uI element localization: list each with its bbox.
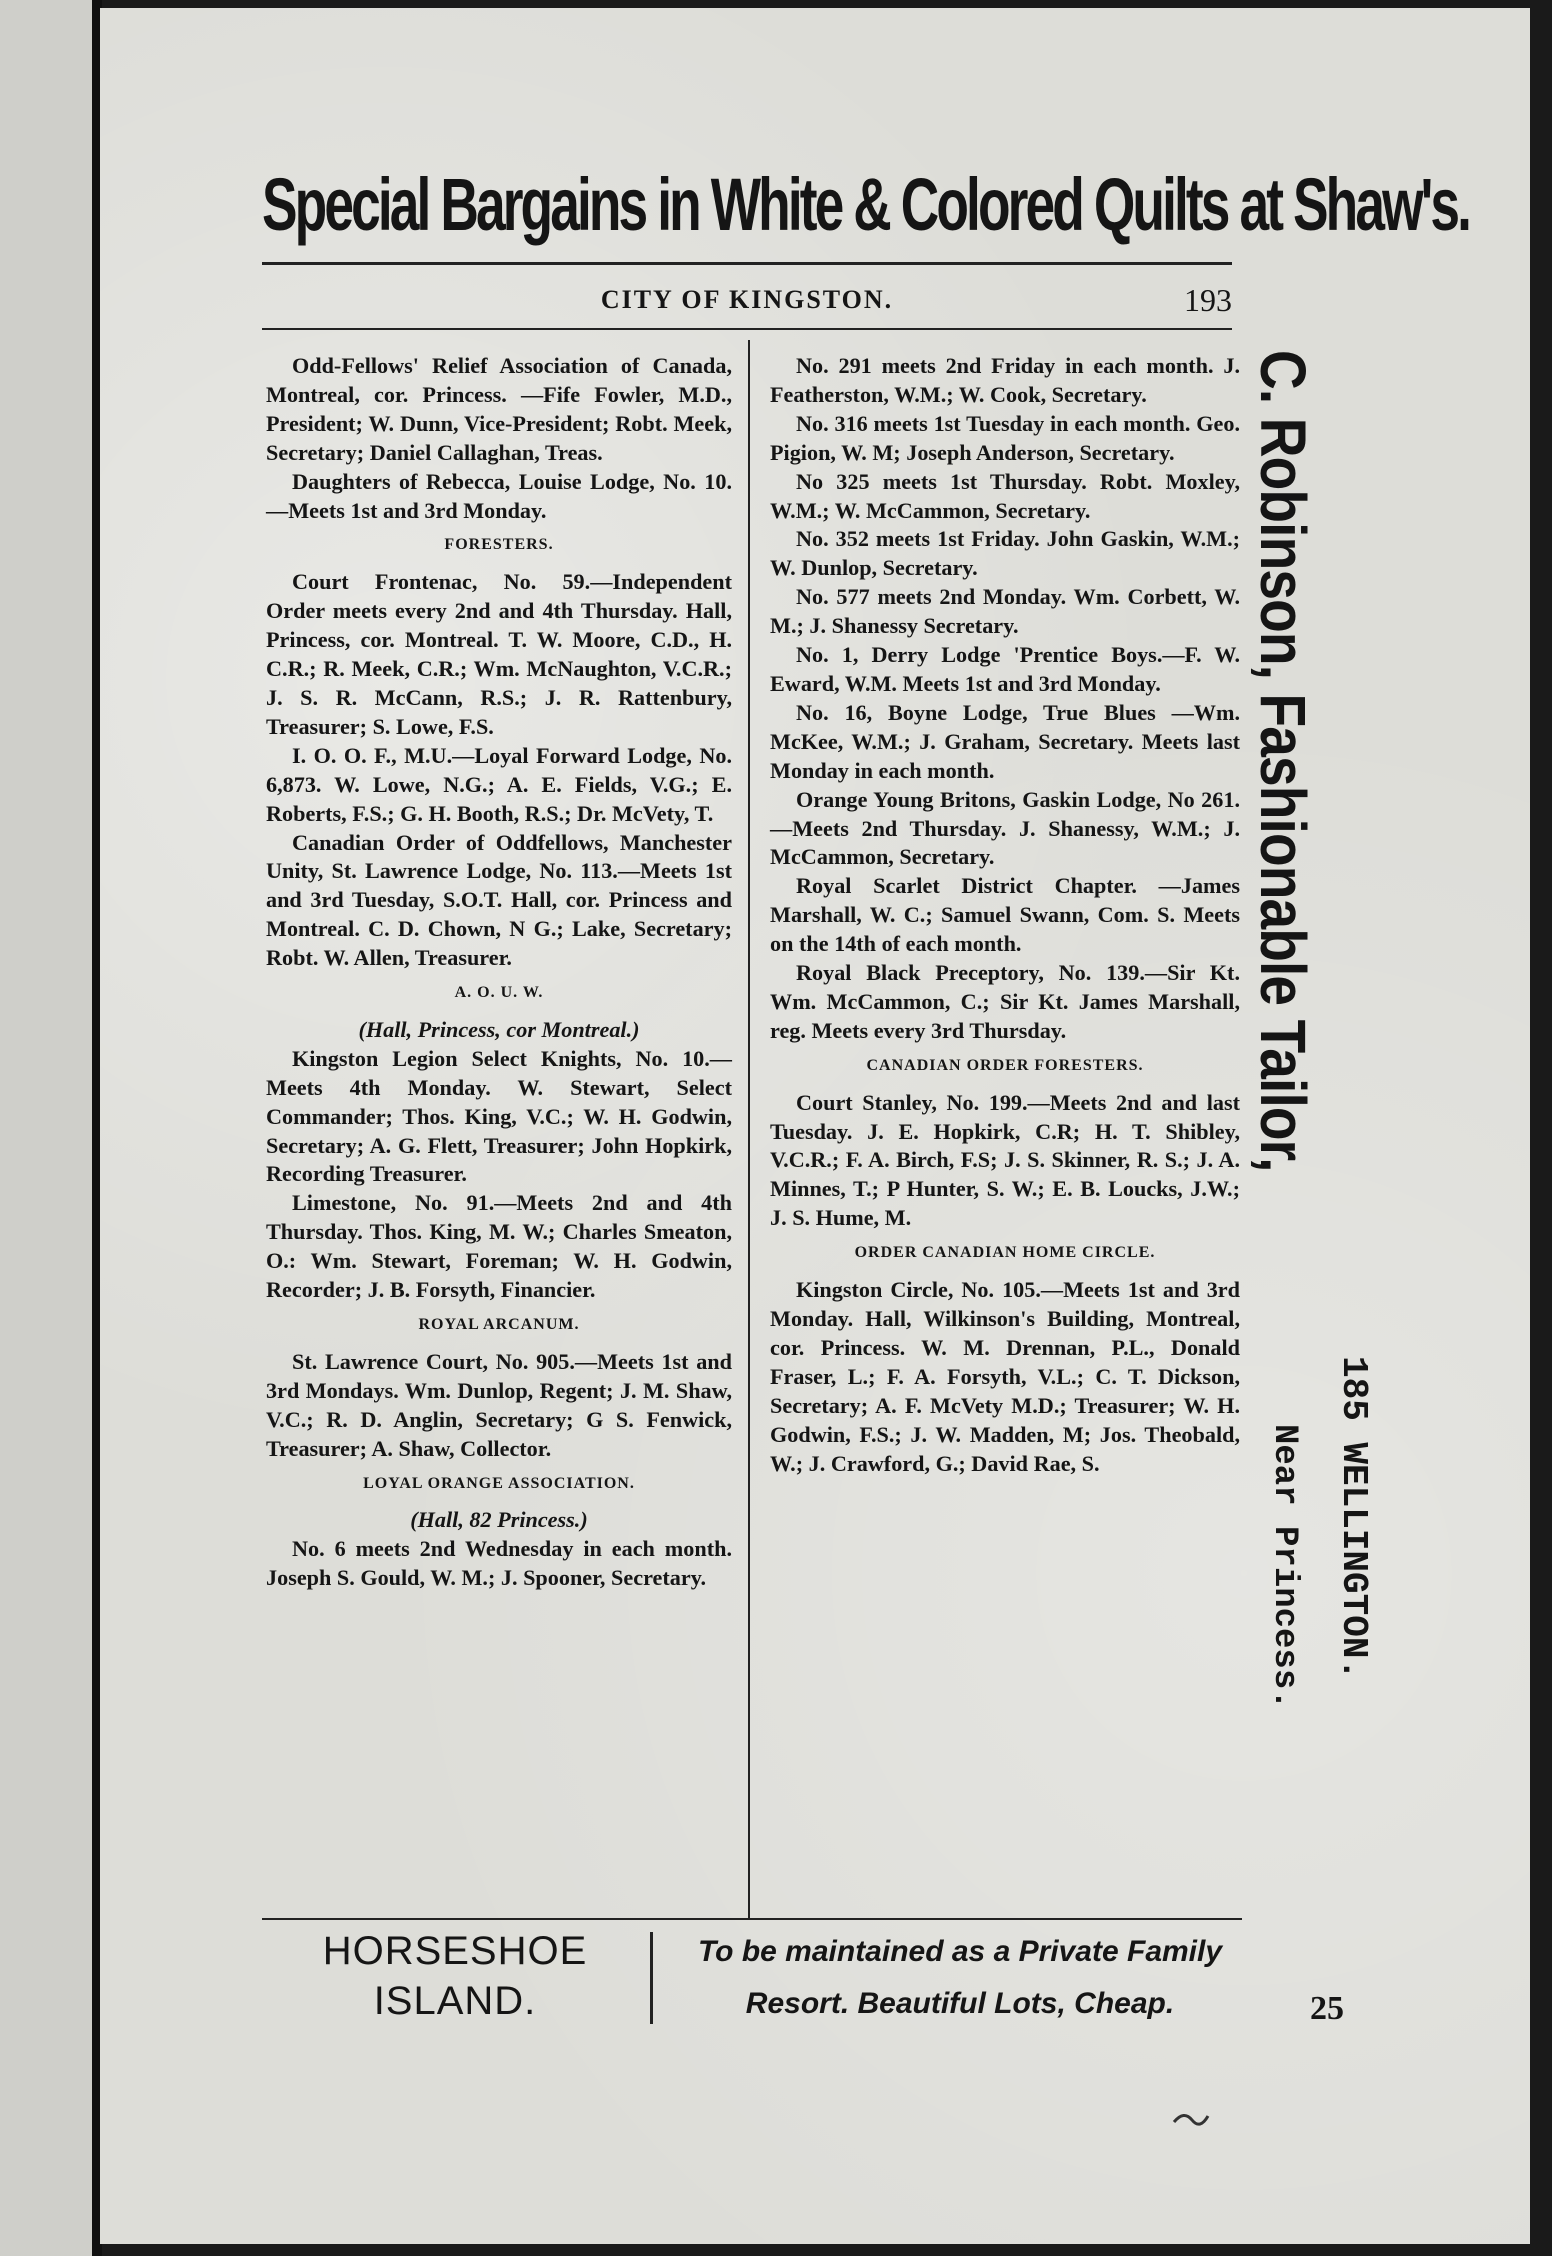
- footer-divider: [650, 1932, 653, 2024]
- entry-orange-young-britons: Orange Young Britons, Gaskin Lodge, No 261.—Meets 2nd Thursday. J. Shanessy, W.M.; J. McCammon, Secretary.: [770, 786, 1240, 870]
- entry-st-lawrence-court: St. Lawrence Court, No. 905.—Meets 1st and 3rd Mondays. Wm. Dunlop, Regent; J. M. Shaw, V.C.; R. D. Anglin, Secretary; G S. Fenwick, Treasurer; A. Shaw, Collector.: [266, 1348, 732, 1461]
- column-divider: [748, 340, 750, 1920]
- entry-court-stanley: Court Stanley, No. 199.—Meets 2nd and last Tuesday. J. E. Hopkirk, C.R; H. T. Shibley, V.C.R.; F. A. Birch, F.S; J. S. Skinner, R. S.; J. A. Minnes, T.; P Hunter, S. W.; E. B. Loucks, J.W.; J. S. Hume, M.: [770, 1089, 1240, 1231]
- footer-advertisement-promo: [670, 1926, 1250, 2030]
- entry-court-frontenac: Court Frontenac, No. 59.—Independent Order meets every 2nd and 4th Thursday. Hall, Princess, cor. Montreal. T. W. Moore, C.D., H. C.R.; R. Meek, C.R.; Wm. McNaughton, V.C.R.; J. S. R. McCann, R.S.; J. R. Rattenbury, Treasurer; S. Lowe, F.S.: [266, 569, 732, 739]
- running-head-rule: [262, 328, 1232, 330]
- signature-mark: 25: [1310, 1990, 1344, 2027]
- page-number: 193: [1184, 282, 1232, 318]
- section-subheading-aouw-hall: (Hall, Princess, cor Montreal.): [358, 1016, 640, 1042]
- section-heading-foresters: FORESTERS.: [444, 536, 554, 554]
- section-heading-home-circle: ORDER CANADIAN HOME CIRCLE.: [854, 1244, 1156, 1262]
- entry-no-325: No 325 meets 1st Thursday. Robt. Moxley, W.M.; W. McCammon, Secretary.: [770, 468, 1240, 523]
- running-head-city: CITY OF KINGSTON.: [600, 285, 894, 314]
- entry-oddfellows-relief: Odd-Fellows' Relief Association of Canada, Montreal, cor. Princess. —Fife Fowler, M.D., President; W. Dunn, Vice-President; Robt. Meek, Secretary; Daniel Callaghan, Treas.: [266, 353, 732, 465]
- header-rule: [262, 262, 1232, 265]
- section-heading-canadian-order-foresters: CANADIAN ORDER FORESTERS.: [866, 1056, 1144, 1074]
- section-heading-royal-arcanum: ROYAL ARCANUM.: [418, 1316, 580, 1333]
- header-advertisement: Special Bargains in White & Colored Quilts at Shaw's.: [262, 163, 1470, 246]
- footer-promo-line-1: To be maintained as a Private Family: [697, 1935, 1223, 1968]
- footer-name-line-2: ISLAND.: [373, 1979, 537, 2023]
- side-advertisement-near: Near Princess.: [1265, 1424, 1303, 1710]
- entry-kingston-circle: Kingston Circle, No. 105.—Meets 1st and 3rd Monday. Hall, Wilkinson's Building, Montreal, cor. Princess. W. M. Drennan, P.L., Donald Fraser, L.; F. A. Forsyth, V.L.; C. T. Dickson, Secretary; A. F. McVety M.D.; Treasurer; W. H. Godwin, F.S.; J. W. Madden, M; Jos. Theobald, W.; J. Crawford, G.; David Rae, S.: [770, 1277, 1240, 1476]
- entry-royal-scarlet: Royal Scarlet District Chapter. —James Marshall, W. C.; Samuel Swann, Com. S. Meets on the 14th of each month.: [770, 873, 1240, 957]
- entry-no-577: No. 577 meets 2nd Monday. Wm. Corbett, W. M.; J. Shanessy Secretary.: [770, 584, 1240, 639]
- entry-derry-lodge: No. 1, Derry Lodge 'Prentice Boys.—F. W. Eward, W.M. Meets 1st and 3rd Monday.: [770, 642, 1240, 696]
- entry-boyne-lodge: No. 16, Boyne Lodge, True Blues —Wm. McKee, W.M.; J. Graham, Secretary. Meets last Monday in each month.: [770, 699, 1240, 783]
- footer-name-line-1: HORSESHOE: [322, 1929, 588, 1973]
- side-advertisement-title-text: C. Robinson, Fashionable Tailor,: [1247, 350, 1319, 1172]
- entry-kingston-legion: Kingston Legion Select Knights, No. 10.—Meets 4th Monday. W. Stewart, Select Commander; Thos. King, V.C.; W. H. Godwin, Secretary; A. G. Flett, Treasurer; John Hopkirk, Recording Treasurer.: [266, 1045, 732, 1187]
- side-advertisement-title: [1248, 350, 1318, 1305]
- side-advertisement-address: 185 WELLINGTON.: [1333, 1356, 1374, 1681]
- entry-limestone: Limestone, No. 91.—Meets 2nd and 4th Thursday. Thos. King, M. W.; Charles Smeaton, O.: Wm. Stewart, Foreman; W. H. Godwin, Recorder; J. B. Forsyth, Financier.: [266, 1190, 732, 1303]
- entry-royal-black-preceptory: Royal Black Preceptory, No. 139.—Sir Kt. Wm. McCammon, C.; Sir Kt. James Marshall, reg. Meets every 3rd Thursday.: [770, 960, 1240, 1043]
- left-column: [266, 352, 732, 1593]
- ink-flourish-mark: [1170, 2106, 1210, 2130]
- entry-canadian-order-oddfellows: Canadian Order of Oddfellows, Manchester Unity, St. Lawrence Lodge, No. 113.—Meets 1st and 3rd Tuesday, S.O.T. Hall, cor. Princess and Montreal. C. D. Chown, N G.; Lake, Secretary; Robt. W. Allen, Treasurer.: [266, 829, 732, 971]
- footer-advertisement: [270, 1922, 1250, 2032]
- section-heading-loyal-orange: LOYAL ORANGE ASSOCIATION.: [363, 1474, 635, 1492]
- entry-no-352: No. 352 meets 1st Friday. John Gaskin, W.M.; W. Dunlop, Secretary.: [770, 526, 1240, 581]
- section-subheading-orange-hall: (Hall, 82 Princess.): [410, 1507, 588, 1533]
- section-heading-aouw: A. O. U. W.: [454, 984, 544, 1002]
- running-head: [262, 280, 1232, 320]
- entry-no-316: No. 316 meets 1st Tuesday in each month. Geo. Pigion, W. M; Joseph Anderson, Secretary.: [770, 410, 1240, 465]
- entry-ioof-loyal-forward: I. O. O. F., M.U.—Loyal Forward Lodge, No. 6,873. W. Lowe, N.G.; A. E. Fields, V.G.; E. Roberts, F.S.; G. H. Booth, R.S.; Dr. McVety, T.: [266, 742, 732, 826]
- entry-no-291: No. 291 meets 2nd Friday in each month. J. Featherston, W.M.; W. Cook, Secretary.: [770, 353, 1240, 407]
- facing-page-edge: [0, 0, 92, 2256]
- entry-daughters-of-rebecca: Daughters of Rebecca, Louise Lodge, No. 10.—Meets 1st and 3rd Monday.: [266, 468, 732, 523]
- right-column: [770, 352, 1240, 1478]
- footer-advertisement-name: [270, 1926, 640, 2026]
- entry-no-6: No. 6 meets 2nd Wednesday in each month. Joseph S. Gould, W. M.; J. Spooner, Secretary.: [266, 1536, 732, 1591]
- footer-promo-line-2: Resort. Beautiful Lots, Cheap.: [745, 1987, 1175, 2020]
- footer-rule: [262, 1918, 1242, 1920]
